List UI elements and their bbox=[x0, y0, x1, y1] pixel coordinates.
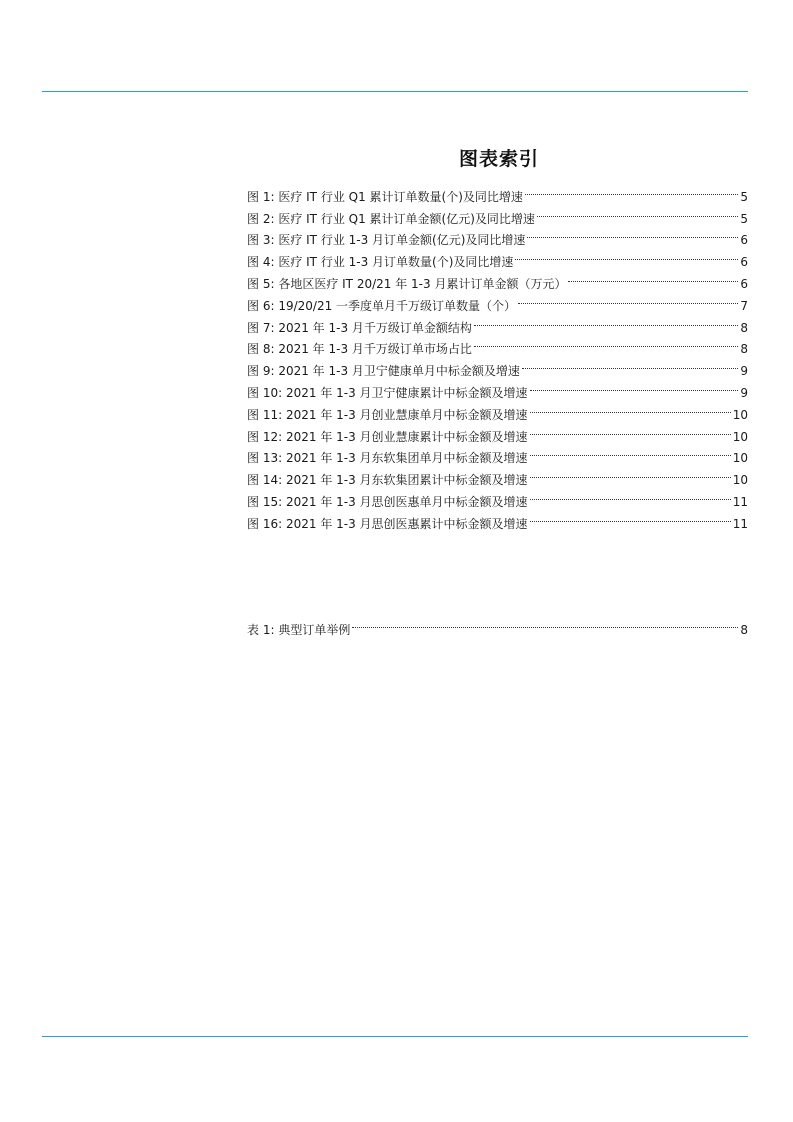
figure-page-number: 6 bbox=[740, 255, 748, 270]
figure-label: 图 9: bbox=[247, 364, 275, 379]
dot-leader bbox=[522, 353, 738, 375]
dot-leader bbox=[525, 179, 738, 201]
figure-page-number: 10 bbox=[732, 429, 748, 444]
figure-title: 2021 年 1-3 月思创医惠累计中标金额及增速 bbox=[285, 516, 528, 531]
dot-leader bbox=[568, 266, 738, 288]
dot-leader bbox=[474, 310, 738, 332]
figure-label: 图 11: bbox=[247, 407, 283, 422]
figure-label: 图 3: bbox=[247, 233, 275, 248]
figure-title: 医疗 IT 行业 1-3 月订单金额(亿元)及同比增速 bbox=[278, 233, 526, 248]
figure-title: 2021 年 1-3 月东软集团累计中标金额及增速 bbox=[285, 473, 528, 488]
dot-leader bbox=[530, 375, 739, 397]
figure-label: 图 1: bbox=[247, 189, 275, 204]
figure-title: 2021 年 1-3 月思创医惠单月中标金额及增速 bbox=[285, 494, 528, 509]
dot-leader bbox=[352, 612, 738, 634]
dot-leader bbox=[537, 201, 738, 223]
page-title: 图表索引 bbox=[458, 148, 539, 170]
figure-label: 图 6: bbox=[247, 298, 275, 313]
dot-leader bbox=[527, 223, 738, 245]
header-rule bbox=[42, 91, 748, 92]
figure-page-number: 9 bbox=[740, 385, 748, 400]
figure-label: 图 16: bbox=[247, 516, 283, 531]
figure-label: 图 5: bbox=[247, 276, 275, 291]
dot-leader bbox=[530, 419, 731, 441]
dot-leader bbox=[474, 332, 738, 354]
figure-title: 19/20/21 一季度单月千万级订单数量（个） bbox=[278, 298, 517, 313]
footer-rule bbox=[42, 1036, 748, 1037]
table-title: 典型订单举例 bbox=[278, 622, 351, 637]
figure-label: 图 7: bbox=[247, 320, 275, 335]
table-page-number: 8 bbox=[740, 622, 748, 637]
figure-page-number: 10 bbox=[732, 473, 748, 488]
figure-index bbox=[247, 179, 748, 531]
figure-label: 图 2: bbox=[247, 211, 275, 226]
dot-leader bbox=[530, 484, 731, 506]
figure-title: 2021 年 1-3 月千万级订单金额结构 bbox=[278, 320, 472, 335]
figure-page-number: 11 bbox=[732, 516, 748, 531]
figure-label: 图 13: bbox=[247, 451, 283, 466]
figure-page-number: 11 bbox=[732, 494, 748, 509]
dot-leader bbox=[530, 397, 731, 419]
dot-leader bbox=[515, 244, 738, 266]
figure-label: 图 12: bbox=[247, 429, 283, 444]
figure-label: 图 8: bbox=[247, 342, 275, 357]
figure-entry[interactable] bbox=[247, 179, 748, 204]
figure-page-number: 10 bbox=[732, 407, 748, 422]
figure-label: 图 14: bbox=[247, 473, 283, 488]
figure-title: 医疗 IT 行业 Q1 累计订单数量(个)及同比增速 bbox=[278, 189, 523, 204]
figure-page-number: 6 bbox=[740, 276, 748, 291]
dot-leader bbox=[530, 462, 731, 484]
figure-label: 图 10: bbox=[247, 385, 283, 400]
figure-page-number: 5 bbox=[740, 211, 748, 226]
figure-title: 医疗 IT 行业 1-3 月订单数量(个)及同比增速 bbox=[278, 255, 514, 270]
figure-title: 2021 年 1-3 月创业慧康累计中标金额及增速 bbox=[285, 429, 528, 444]
figure-title: 2021 年 1-3 月卫宁健康累计中标金额及增速 bbox=[285, 385, 528, 400]
dot-leader bbox=[530, 506, 731, 528]
figure-title: 2021 年 1-3 月东软集团单月中标金额及增速 bbox=[285, 451, 528, 466]
figure-page-number: 6 bbox=[740, 233, 748, 248]
figure-title: 各地区医疗 IT 20/21 年 1-3 月累计订单金额（万元） bbox=[278, 276, 567, 291]
figure-title: 2021 年 1-3 月千万级订单市场占比 bbox=[278, 342, 472, 357]
figure-page-number: 10 bbox=[732, 451, 748, 466]
figure-title: 2021 年 1-3 月创业慧康单月中标金额及增速 bbox=[285, 407, 528, 422]
figure-page-number: 9 bbox=[740, 364, 748, 379]
figure-page-number: 7 bbox=[740, 298, 748, 313]
figure-page-number: 5 bbox=[740, 189, 748, 204]
dot-leader bbox=[518, 288, 738, 310]
table-index bbox=[247, 612, 748, 637]
figure-label: 图 4: bbox=[247, 255, 275, 270]
figure-label: 图 15: bbox=[247, 494, 283, 509]
table-entry[interactable] bbox=[247, 612, 748, 637]
figure-title: 医疗 IT 行业 Q1 累计订单金额(亿元)及同比增速 bbox=[278, 211, 535, 226]
figure-page-number: 8 bbox=[740, 320, 748, 335]
dot-leader bbox=[530, 441, 731, 463]
figure-title: 2021 年 1-3 月卫宁健康单月中标金额及增速 bbox=[278, 364, 520, 379]
figure-page-number: 8 bbox=[740, 342, 748, 357]
table-label: 表 1: bbox=[247, 622, 275, 637]
